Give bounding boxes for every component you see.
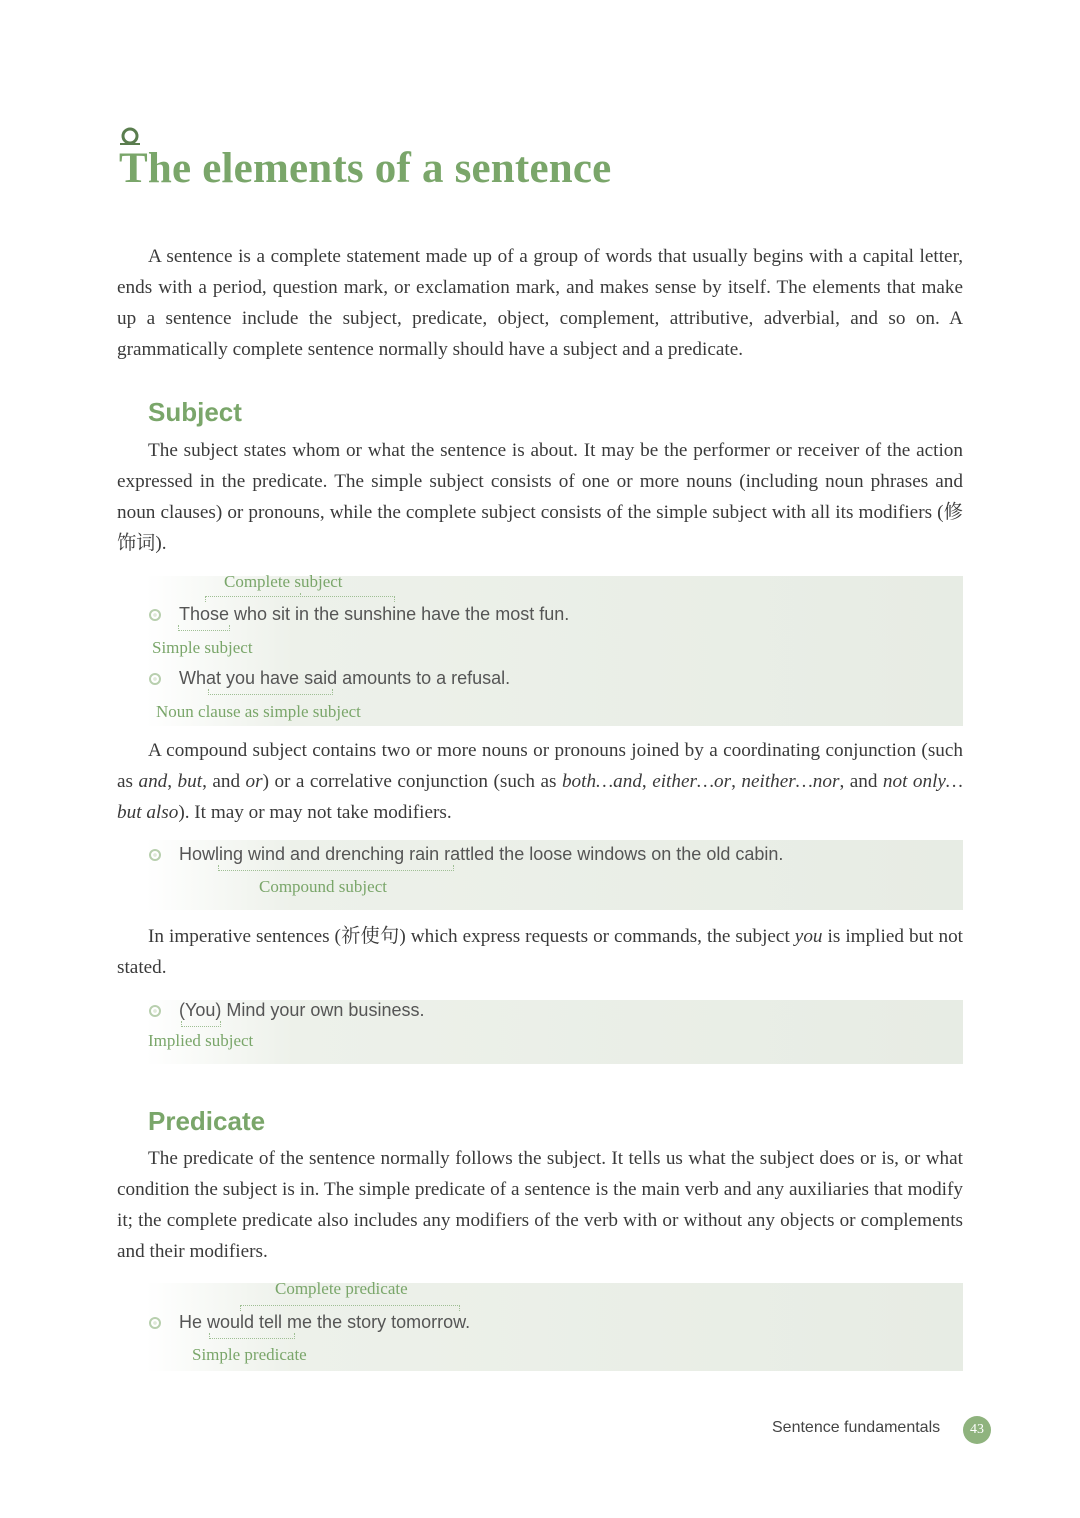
bullet-icon [149, 1005, 161, 1017]
annotation-compound-subject: Compound subject [259, 877, 387, 896]
annotation-complete-predicate: Complete predicate [275, 1279, 408, 1298]
example-sentence: Those who sit in the sunshine have the most fun. [179, 604, 570, 624]
bullet-icon [149, 673, 161, 685]
bullet-icon [149, 849, 161, 861]
page-title: The elements of a sentence [119, 145, 612, 192]
predicate-paragraph: The predicate of the sentence normally follows the subject. It tells us what the subject does or is, or what condition the subject is in. The simple predicate of a sentence is the main verb and any auxiliaries that modify it; the complete predicate also includes any modifiers of the verb with or without any objects or complements and their modifiers. [117, 1148, 963, 1262]
annotation-complete-subject: Complete subject [224, 572, 343, 591]
bracket-complete-predicate [240, 1305, 460, 1311]
example-sentence: What you have said amounts to a refusal. [179, 668, 511, 688]
bracket-noun-clause [208, 689, 333, 695]
annotation-simple-subject: Simple subject [152, 638, 253, 657]
example-sentence: (You) Mind your own business. [179, 1000, 425, 1020]
bracket-implied-subject [181, 1021, 221, 1027]
bracket-simple-predicate [209, 1333, 295, 1339]
example-sentence: He would tell me the story tomorrow. [179, 1312, 471, 1332]
subject-paragraph-3: In imperative sentences (祈使句) which express requests or commands, the subject you is implied but not stated. [117, 926, 963, 978]
page-number-badge: 43 [963, 1416, 991, 1444]
subject-heading: Subject [148, 397, 242, 427]
bullet-icon [149, 1317, 161, 1329]
bracket-tick [300, 593, 301, 597]
annotation-noun-clause: Noun clause as simple subject [156, 702, 361, 721]
intro-paragraph: A sentence is a complete statement made up of a group of words that usually begins with a capital letter, ends with a period, question mark, or exclamation mark, and makes sense by itself. The elements that make up a sentence include the subject, predicate, object, complement, attributive, adverbial, and so on. A grammatically complete sentence normally should have a subject and a predicate. [117, 246, 963, 360]
subject-paragraph-2: A compound subject contains two or more nouns or pronouns joined by a coordinating conjunction (such as and, but, and or) or a correlative conjunction (such as both…and, either…or, neither…nor, and not only…but also). It may or may not take modifiers. [117, 740, 963, 823]
annotation-implied-subject: Implied subject [148, 1031, 254, 1050]
footer-section-title: Sentence fundamentals [772, 1419, 941, 1436]
annotation-simple-predicate: Simple predicate [192, 1345, 307, 1364]
predicate-heading: Predicate [148, 1106, 266, 1136]
example-sentence: Howling wind and drenching rain rattled the loose windows on the old cabin. [179, 844, 784, 864]
bracket-simple-subject [178, 625, 230, 631]
bullet-icon [149, 609, 161, 621]
bracket-compound-subject [218, 865, 454, 871]
subject-paragraph-1: The subject states whom or what the sentence is about. It may be the performer or receiver of the action expressed in the predicate. The simple subject consists of one or more nouns (including noun phrases and noun clauses) or pronouns, while the complete subject consists of the simple subject with all its modifiers (修饰词). [117, 440, 963, 554]
title-block [117, 122, 977, 202]
